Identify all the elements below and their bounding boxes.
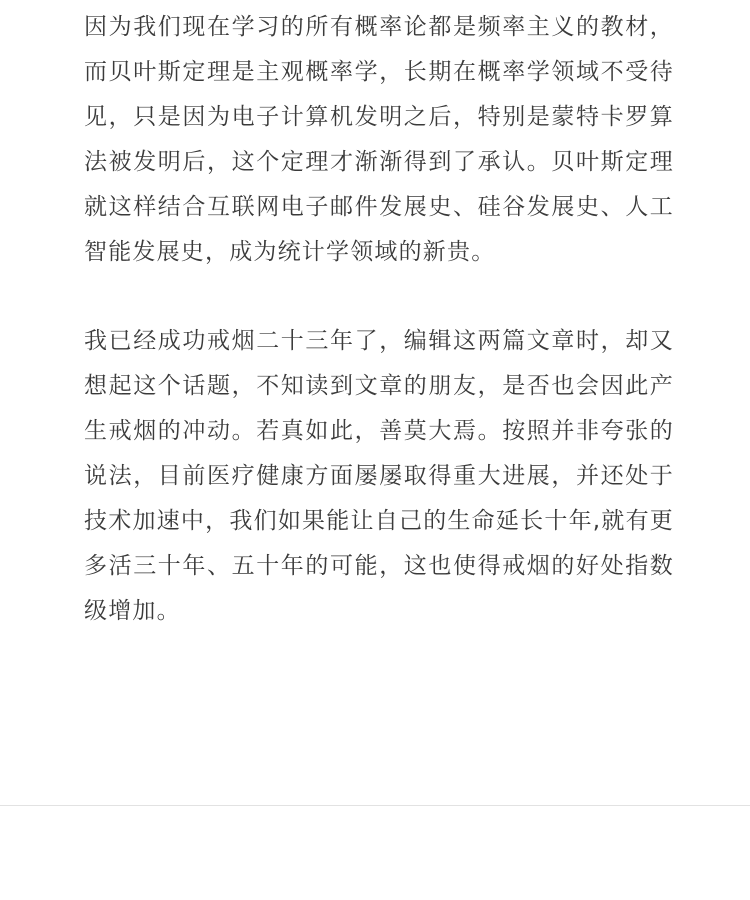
section-divider xyxy=(0,805,750,806)
paragraph-quit-smoking: 我已经成功戒烟二十三年了，编辑这两篇文章时，却又想起这个话题，不知读到文章的朋友，是否也会因此产生戒烟的冲动。若真如此，善莫大焉。按照并非夸张的说法，目前医疗健康方面屡屡取得重大进展，并还处于技术加速中，我们如果能让自己的生命延长十年,就有更多活三十年、五十年的可能，这也使得戒烟的好处指数级增加。 xyxy=(84,328,674,624)
article-body xyxy=(84,0,674,634)
paragraph-bayes-theorem: 因为我们现在学习的所有概率论都是频率主义的教材，而贝叶斯定理是主观概率学，长期在概率学领域不受待见，只是因为电子计算机发明之后，特别是蒙特卡罗算法被发明后，这个定理才渐渐得到了承认。贝叶斯定理就这样结合互联网电子邮件发展史、硅谷发展史、人工智能发展史，成为统计学领域的新贵。 xyxy=(84,14,674,265)
